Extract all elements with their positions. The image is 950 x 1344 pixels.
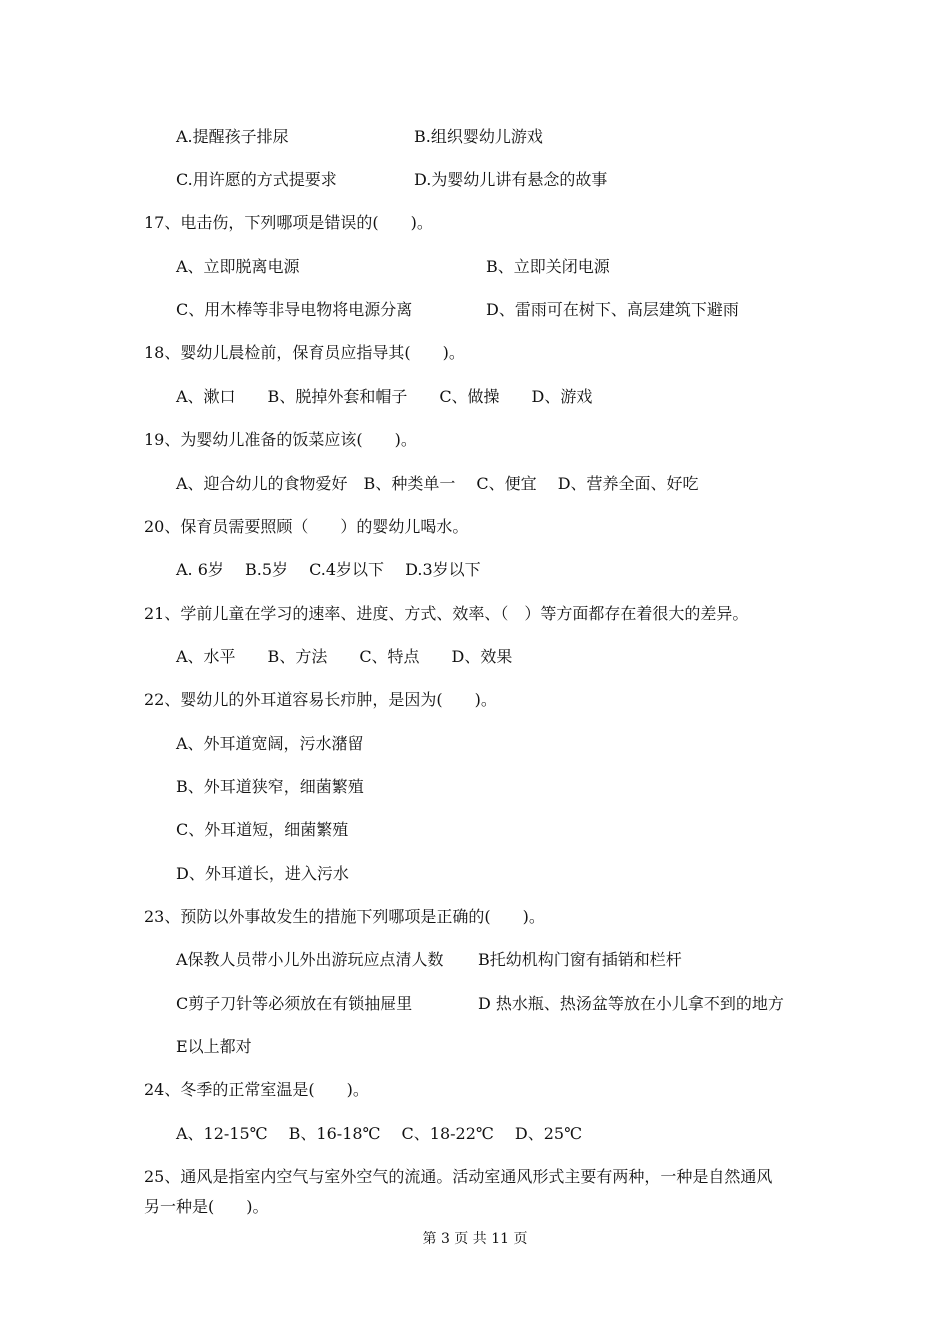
q25-stem-line2: 另一种是( )。 <box>144 1197 269 1216</box>
q23-option-d: D 热水瓶、热汤盆等放在小儿拿不到的地方 <box>478 994 784 1013</box>
q19-stem: 19、为婴幼儿准备的饭菜应该( )。 <box>144 430 417 449</box>
q24-options: A、12-15℃ B、16-18℃ C、18-22℃ D、25℃ <box>176 1124 582 1143</box>
q22-option-b: B、外耳道狭窄，细菌繁殖 <box>176 777 364 796</box>
q23-option-a: A保教人员带小儿外出游玩应点清人数 <box>176 950 444 969</box>
q23-option-e: E以上都对 <box>176 1037 252 1056</box>
q16-option-b: B.组织婴幼儿游戏 <box>414 127 543 146</box>
q16-option-a: A.提醒孩子排尿 <box>176 127 289 146</box>
q23-option-b: B托幼机构门窗有插销和栏杆 <box>478 950 682 969</box>
q21-options: A、水平 B、方法 C、特点 D、效果 <box>176 647 513 666</box>
q25-stem-line1: 25、通风是指室内空气与室外空气的流通。活动室通风形式主要有两种，一种是自然通风 <box>144 1167 773 1186</box>
q17-option-b: B、立即关闭电源 <box>486 257 610 276</box>
q17-option-d: D、雷雨可在树下、高层建筑下避雨 <box>486 300 739 319</box>
q16-option-c: C.用许愿的方式提要求 <box>176 170 337 189</box>
q17-option-a: A、立即脱离电源 <box>176 257 300 276</box>
q22-option-a: A、外耳道宽阔，污水潴留 <box>176 734 364 753</box>
page-footer: 第 3 页 共 11 页 <box>422 1231 528 1247</box>
q19-options: A、迎合幼儿的食物爱好 B、种类单一 C、便宜 D、营养全面、好吃 <box>176 474 699 493</box>
q16-option-d: D.为婴幼儿讲有悬念的故事 <box>414 170 608 189</box>
q22-option-c: C、外耳道短，细菌繁殖 <box>176 820 349 839</box>
q20-stem: 20、保育员需要照顾（ ）的婴幼儿喝水。 <box>144 517 469 536</box>
q18-options: A、漱口 B、脱掉外套和帽子 C、做操 D、游戏 <box>176 387 593 406</box>
q18-stem: 18、婴幼儿晨检前，保育员应指导其( )。 <box>144 343 465 362</box>
q21-stem: 21、学前儿童在学习的速率、进度、方式、效率、（ ）等方面都存在着很大的差异。 <box>144 604 749 623</box>
q23-stem: 23、预防以外事故发生的措施下列哪项是正确的( )。 <box>144 907 545 926</box>
q24-stem: 24、冬季的正常室温是( )。 <box>144 1080 369 1099</box>
q17-stem: 17、电击伤，下列哪项是错误的( )。 <box>144 213 433 232</box>
q20-options: A. 6岁 B.5岁 C.4岁以下 D.3岁以下 <box>176 560 481 579</box>
q17-option-c: C、用木棒等非导电物将电源分离 <box>176 300 413 319</box>
q23-option-c: C剪子刀针等必须放在有锁抽屉里 <box>176 994 413 1013</box>
q22-option-d: D、外耳道长，进入污水 <box>176 864 349 883</box>
q22-stem: 22、婴幼儿的外耳道容易长疖肿，是因为( )。 <box>144 690 497 709</box>
